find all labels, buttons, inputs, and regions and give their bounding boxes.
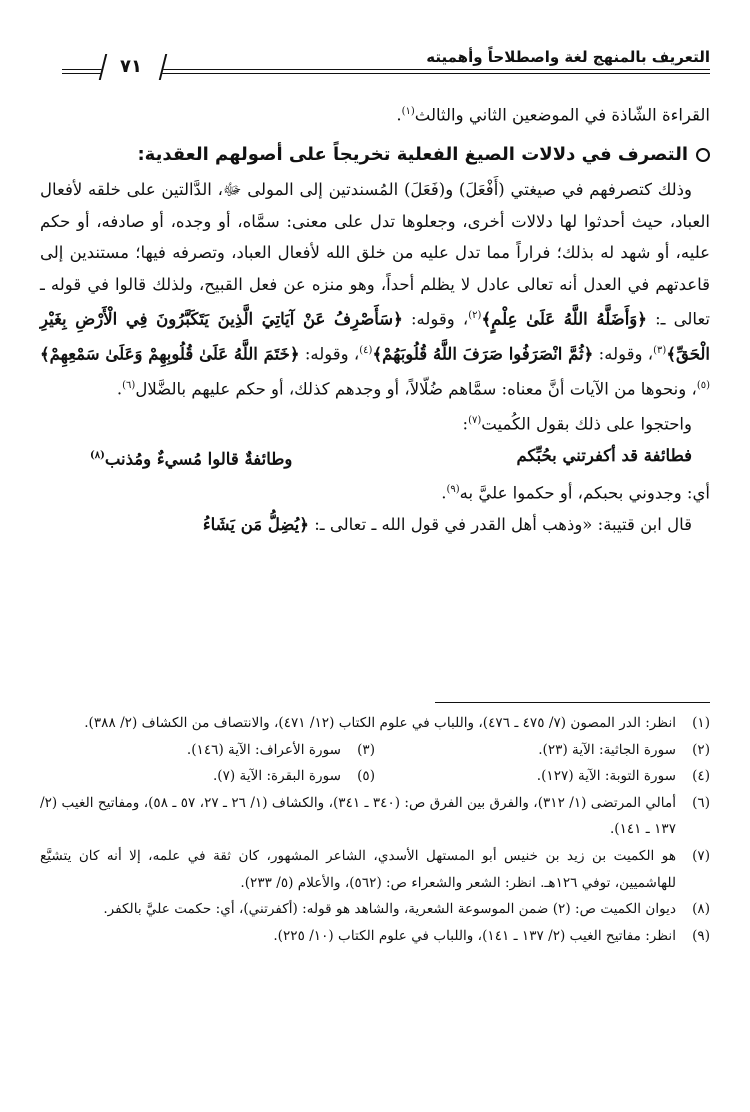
footnote-ref-2[interactable]: (٢) bbox=[468, 309, 482, 321]
header-title: التعريف بالمنهج لغة واصطلاحاً وأهميته bbox=[426, 48, 710, 66]
section-heading: التصرف في دلالات الصيغ الفعلية تخريجاً على أصولهم العقدية: bbox=[40, 139, 710, 170]
paragraph-kumait: واحتجوا على ذلك بقول الكُميت$^{(٧)}$: bbox=[462, 414, 692, 434]
footnote-ref-9[interactable]: (٩) bbox=[446, 484, 460, 496]
footnote-5: (٥) سورة البقرة: الآية (٧). bbox=[212, 768, 375, 785]
footnote-ref-7[interactable]: (٧) bbox=[468, 414, 482, 426]
footnote-4: (٤) سورة التوبة: الآية (١٢٧). bbox=[536, 768, 710, 785]
footnote-ref-3[interactable]: (٣) bbox=[653, 344, 667, 356]
body-text bbox=[40, 96, 710, 541]
quran-verse-4: ﴿خَتَمَ اللَّهُ عَلَىٰ قُلُوبِهِمْ وَعَلَىٰ سَمْعِهِمْ﴾ bbox=[40, 344, 300, 364]
footnote-6: (٦) أمالي المرتضى (١/ ٣١٢)، والفرق بين الفرق ص: (٣٤٠ ـ ٣٤١)، والكشاف (١/ ٢٦ ـ ٢٧، ٥٧ ـ ٥٨)، ومفاتيح الغيب (٢/ ١٣٧ ـ ١٤١). bbox=[40, 794, 710, 838]
circle-bullet-icon bbox=[696, 148, 710, 162]
paragraph-meaning: أي: وجدوني بحبكم، أو حكموا عليَّ به$^{(٩)}$. bbox=[441, 483, 710, 503]
footnote-2-3 bbox=[40, 737, 710, 764]
quran-verse-3: ﴿ثُمَّ انْصَرَفُوا صَرَفَ اللَّهُ قُلُوبَهُمْ﴾ bbox=[372, 344, 594, 364]
footnotes bbox=[40, 710, 710, 949]
footnote-ref-8[interactable]: (٨) bbox=[90, 449, 105, 461]
footnote-1: (١) انظر: الدر المصون (٧/ ٤٧٥ ـ ٤٧٦)، واللباب في علوم الكتاب (١٢/ ٤٧١)، والانتصاف من الكشاف (٢/ ٣٨٨). bbox=[84, 715, 710, 731]
quran-verse-1: ﴿وَأَضَلَّهُ اللَّهُ عَلَىٰ عِلْمٍ﴾ bbox=[481, 309, 647, 329]
footnote-separator bbox=[435, 702, 710, 703]
footnote-ref-4[interactable]: (٤) bbox=[359, 344, 373, 356]
footnote-7: (٧) هو الكميت بن زيد بن خنيس أبو المستهل الأسدي، الشاعر المشهور، كان ثقة في علمه، إلا أنه كان يتشيَّع للهاشميين، توفي ١٢٦هـ. انظر: الشعر والشعراء ص: (٥٦٢)، والأعلام (٥/ ٢٣٣). bbox=[40, 847, 710, 891]
footnote-9: (٩) انظر: مفاتيح الغيب (٢/ ١٣٧ ـ ١٤١)، واللباب في علوم الكتاب (١٠/ ٢٢٥). bbox=[273, 927, 710, 944]
footnote-8: (٨) ديوان الكميت ص: (٢) ضمن الموسوعة الشعرية، والشاهد هو قوله: (أكفرتني)، أي: حكمت عليَّ بالكفر. bbox=[103, 901, 710, 918]
body-line-1: القراءة الشّاذة في الموضعين الثاني والثالث$^{(١)}$. bbox=[396, 105, 710, 125]
paragraph-qutayba: قال ابن قتيبة: «وذهب أهل القدر في قول الله ـ تعالى ـ: ﴿يُضِلُّ مَن يَشَاءُ bbox=[202, 515, 692, 535]
footnote-ref-1[interactable]: (١) bbox=[401, 106, 415, 117]
verse-first-hemistich: فطائفة قد أكفرتني بحُبِّكم bbox=[516, 445, 692, 465]
quran-verse-5: ﴿يُضِلُّ مَن يَشَاءُ bbox=[202, 515, 309, 535]
poetry-verse bbox=[40, 440, 710, 475]
footnote-3: (٣) سورة الأعراف: الآية (١٤٦). bbox=[186, 741, 375, 758]
footnote-2: (٢) سورة الجاثية: الآية (٢٣). bbox=[538, 741, 710, 758]
running-header bbox=[62, 46, 710, 86]
footnote-4-5 bbox=[40, 763, 710, 790]
verse-second-hemistich: وطائفةٌ قالوا مُسيءٌ ومُذنب$^{(٨)}$ bbox=[90, 449, 293, 469]
footnote-ref-5[interactable]: (٥) bbox=[696, 379, 710, 391]
footnote-ref-6[interactable]: (٦) bbox=[122, 379, 136, 391]
page-number: ٧١ bbox=[120, 56, 142, 77]
paragraph-main: وذلك كتصرفهم في صيغتي (أَفْعَلَ) و(فَعَلَ) المُسندتين إلى المولى ﷻ، الدَّالتين على خلقه لأفعال العباد، حيث أحدثوا لها دلالات أخرى، وجعلوها تدل على معنى: سمَّاه، أو وجده، أو صادفه، أو حكم عليه، أو شهد له بذلك؛ فراراً مما تدل عليه من خلق الله لأفعال العباد، وتصرفه فيها؛ مستندين إلى قاعدتهم في العدل أنه تعالى عادل لا يظلم أحداً، وهو منزه عن فعل القبيح، ولذلك قالوا في قوله ـ تعالى ـ: ﴿وَأَضَلَّهُ اللَّهُ عَلَىٰ عِلْمٍ﴾$^{(٢)}$، وقوله: ﴿سَأَصْرِفُ عَنْ آيَاتِيَ الَّذِينَ يَتَكَبَّرُونَ فِي الْأَرْضِ بِغَيْرِ الْحَقِّ﴾$^{(٣)}$، وقوله: ﴿ثُمَّ انْصَرَفُوا صَرَفَ اللَّهُ قُلُوبَهُمْ﴾$^{(٤)}$، وقوله: ﴿خَتَمَ اللَّهُ عَلَىٰ قُلُوبِهِمْ وَعَلَىٰ سَمْعِهِمْ﴾$^{(٥)}$، ونحوها من الآيات أنَّ معناه: سمَّاهم ضُلّالاً، أو وجدهم كذلك، أو حكم عليهم بالضَّلال$^{(٦)}$. bbox=[40, 180, 711, 399]
quran-verse-2: ﴿سَأَصْرِفُ عَنْ آيَاتِيَ الَّذِينَ يَتَكَبَّرُونَ فِي الْأَرْضِ بِغَيْرِ الْحَقِّ﴾ bbox=[40, 309, 711, 364]
